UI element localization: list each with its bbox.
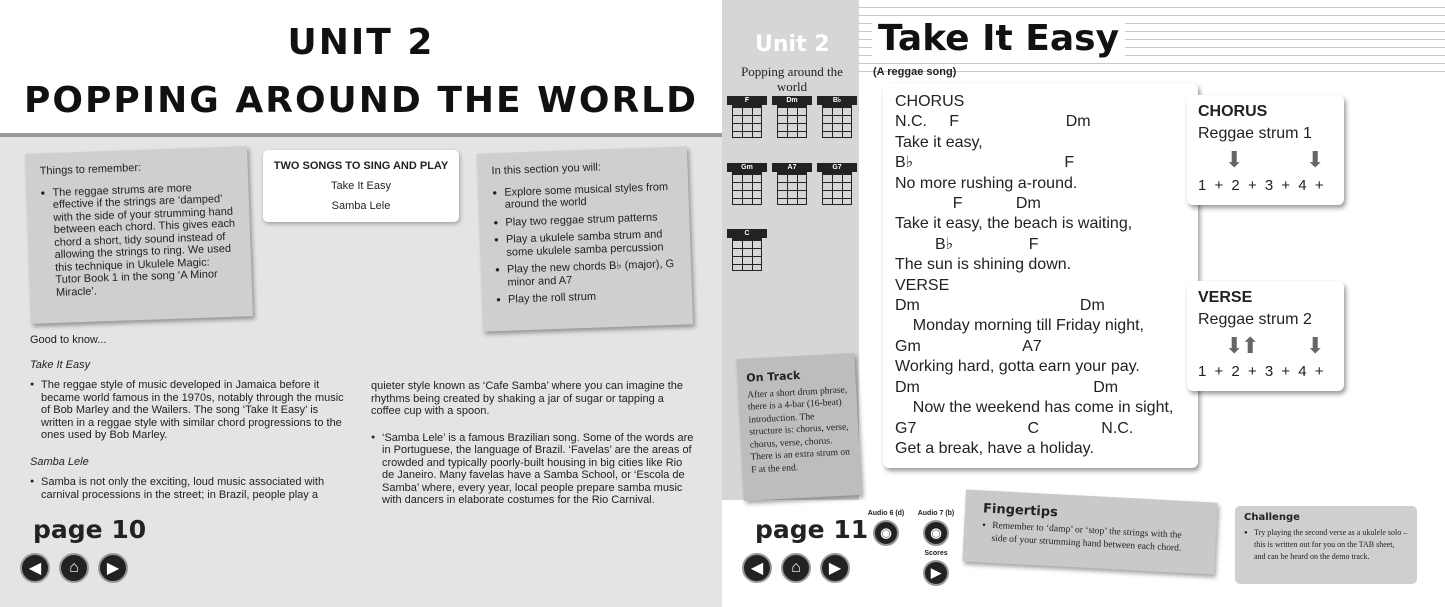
chord-line: Dm Dm: [895, 378, 1119, 396]
subheading: Samba Lele: [30, 455, 89, 468]
strum-title: VERSE: [1198, 289, 1253, 306]
list-item: ● Play the roll strum: [496, 288, 678, 307]
lyric-line: Now the weekend has come in sight,: [895, 399, 1174, 417]
chord-name: F: [727, 96, 767, 105]
chord-name: G7: [817, 163, 857, 172]
note-heading: In this section you will:: [491, 161, 602, 178]
down-arrow-icon: ⬇: [1225, 147, 1244, 172]
chord-line: N.C. F Dm: [895, 113, 1091, 131]
fretboard-grid: [822, 105, 852, 138]
lyric-line: Working hard, gotta earn your pay.: [895, 358, 1140, 376]
fingertips-heading: Fingertips: [982, 501, 1059, 521]
good-to-know-column-2: [371, 380, 695, 521]
paragraph: ● Samba is not only the exciting, loud music associated with carnival processions in the street; in Brazil, people play a: [30, 476, 352, 501]
beat-count: 1 + 2 + 3 + 4 +: [1198, 177, 1326, 194]
list-item: ● Remember to ‘damp’ or ‘stop’ the strings with the side of your strumming hand between each chord.: [981, 519, 1198, 556]
verse-strum-box: [1187, 281, 1344, 391]
ear-icon: ◉: [923, 520, 949, 546]
fretboard-grid: [777, 105, 807, 138]
chord-line: B♭ F: [895, 154, 1075, 172]
ear-icon: ◉: [873, 520, 899, 546]
down-arrow-icon: ⬇: [1306, 147, 1325, 172]
list-item: ● Play the new chords B♭ (major), G minor and A7: [495, 258, 678, 289]
song-item: Samba Lele: [331, 200, 391, 212]
strum-title: CHORUS: [1198, 103, 1268, 120]
audio-7-button[interactable]: [913, 510, 959, 546]
strum-arrows: [1198, 333, 1333, 363]
fretboard-grid: [732, 172, 762, 205]
down-arrow-icon: ⬇: [1306, 333, 1325, 358]
chord-line: B♭ F: [895, 235, 1039, 253]
lyrics-sheet: [883, 83, 1198, 468]
fretboard-grid: [777, 172, 807, 205]
chord-diagram-bb: [817, 96, 857, 138]
left-page: [0, 0, 722, 607]
chord-line: Dm Dm: [895, 297, 1105, 315]
lyric-line: Take it easy, the beach is waiting,: [895, 215, 1133, 233]
page-number: page 11: [755, 515, 869, 544]
paragraph: ● ‘Samba Lele’ is a famous Brazilian song. Some of the words are in Portuguese, the language of Brazil. ‘Favelas’ are the areas of crowded and typically poorly-built housing in big cities like Rio de Janeiro. Many favelas have a Samba School, or ‘Escola de Samba’ where, every year, local people prepare samba music with dancers in elaborate costumes for the Rio Carnival.: [371, 432, 695, 507]
chord-line: G7 C N.C.: [895, 419, 1134, 437]
paragraph: ● The reggae style of music developed in Jamaica before it became world famous in the 1970s, notably through the music of Bob Marley and the Wailers. The song ‘Take It Easy’ is written in a reggae style with similar chord progressions to the ones used by Bob Marley.: [30, 379, 352, 442]
up-arrow-icon: ⬆: [1241, 333, 1260, 358]
home-icon: ⌂: [791, 559, 801, 576]
good-to-know-column-1: [30, 334, 352, 515]
song-subtitle: (A reggae song): [873, 66, 957, 78]
songs-box: [263, 150, 459, 222]
strum-arrows: [1198, 147, 1333, 177]
list-item: ● Play two reggae strum patterns: [493, 210, 675, 229]
right-page: [722, 0, 1445, 607]
on-track-note: [736, 353, 861, 501]
challenge-heading: Challenge: [1244, 512, 1300, 523]
unit-label: Unit 2: [755, 32, 830, 57]
fretboard-grid: [732, 105, 762, 138]
chorus-strum-box: [1187, 95, 1344, 205]
song-title: Take It Easy: [872, 18, 1125, 59]
down-arrow-icon: ⬇: [1225, 333, 1244, 358]
arrow-right-icon: ▶: [828, 560, 842, 577]
subheading: Take It Easy: [30, 358, 91, 371]
fretboard-grid: [822, 172, 852, 205]
audio-label: Audio 6 (d): [867, 510, 905, 517]
lyric-line: Take it easy,: [895, 133, 983, 151]
chord-diagram-gm: [727, 163, 767, 205]
in-this-section-note: [477, 146, 693, 331]
scores-button[interactable]: [913, 550, 959, 586]
chord-diagram-a7: [772, 163, 812, 205]
things-to-remember-note: [25, 146, 253, 324]
list-item: ● Try playing the second verse as a ukulele solo – this is written out for you on the TAB sheet, and can be heard on the demo track.: [1244, 527, 1408, 563]
chord-diagram-f: [727, 96, 767, 138]
scores-label: Scores: [924, 550, 948, 557]
arrow-right-icon: ▶: [106, 560, 120, 577]
songs-heading: TWO SONGS TO SING AND PLAY: [273, 160, 449, 172]
chord-diagram-dm: [772, 96, 812, 138]
list-item: ● Play a ukulele samba strum and some ukulele samba percussion: [494, 228, 677, 259]
song-item: Take It Easy: [331, 180, 391, 192]
good-to-know-heading: Good to know...: [30, 334, 107, 346]
list-item: ● The reggae strums are more effective if the strings are ‘damped’ with the side of your strumming hand between each chord. This gives each chord a short, tidy sound instead of allowing the strings to ring. We used this technique in Ukulele Magic: Tutor Book 1 in the song ‘A Minor Miracle’.: [40, 180, 238, 299]
strum-name: Reggae strum 2: [1198, 311, 1312, 328]
page-number: page 10: [33, 515, 147, 544]
unit-heading: UNIT 2: [287, 22, 435, 63]
on-track-text: After a short drum phrase, there is a 4-bar (16-beat) introduction. The structure is: chorus, verse, chorus, verse, chorus. There is an extra strum on F at the end.: [747, 384, 851, 476]
chord-name: Gm: [727, 163, 767, 172]
on-track-heading: On Track: [746, 368, 801, 385]
next-page-button[interactable]: [98, 553, 128, 583]
list-item: ● Explore some musical styles from around the world: [492, 180, 675, 211]
home-button[interactable]: [59, 553, 89, 583]
chord-name: A7: [772, 163, 812, 172]
score-icon: ▶: [923, 560, 949, 586]
lyric-line: No more rushing a-round.: [895, 174, 1078, 192]
chord-name: Dm: [772, 96, 812, 105]
section-heading: POPPING AROUND THE WORLD: [24, 80, 698, 121]
paragraph: quieter style known as ‘Cafe Samba’ where you can imagine the rhythms being created by shaking a jar of sugar or tapping a coffee cup with a spoon.: [371, 380, 684, 417]
next-page-button[interactable]: [820, 553, 850, 583]
challenge-note: [1235, 506, 1417, 584]
audio-label: Audio 7 (b): [917, 510, 955, 517]
chord-name: C: [727, 229, 767, 238]
lyric-line: Monday morning till Friday night,: [895, 317, 1144, 335]
chord-line: Gm A7: [895, 337, 1042, 355]
arrow-left-icon: ◀: [750, 560, 764, 577]
strum-name: Reggae strum 1: [1198, 125, 1312, 142]
arrow-left-icon: ◀: [28, 560, 42, 577]
fingertips-note: [962, 489, 1217, 574]
lyric-line: CHORUS: [895, 93, 965, 110]
prev-page-button[interactable]: [20, 553, 50, 583]
lyric-line: The sun is shining down.: [895, 256, 1072, 274]
prev-page-button[interactable]: [742, 553, 772, 583]
chord-diagram-g7: [817, 163, 857, 205]
note-heading: Things to remember:: [39, 161, 142, 178]
lyric-line: VERSE: [895, 276, 950, 294]
audio-6-button[interactable]: [863, 510, 909, 546]
unit-subtitle: Popping around the world: [741, 64, 843, 94]
home-icon: ⌂: [69, 559, 79, 576]
beat-count: 1 + 2 + 3 + 4 +: [1198, 363, 1326, 380]
chord-line: F Dm: [895, 195, 1041, 213]
lyric-line: Get a break, have a holiday.: [895, 439, 1094, 457]
chord-diagram-c: [727, 229, 767, 271]
chord-name: B♭: [817, 96, 857, 105]
fretboard-grid: [732, 238, 762, 271]
home-button[interactable]: [781, 553, 811, 583]
